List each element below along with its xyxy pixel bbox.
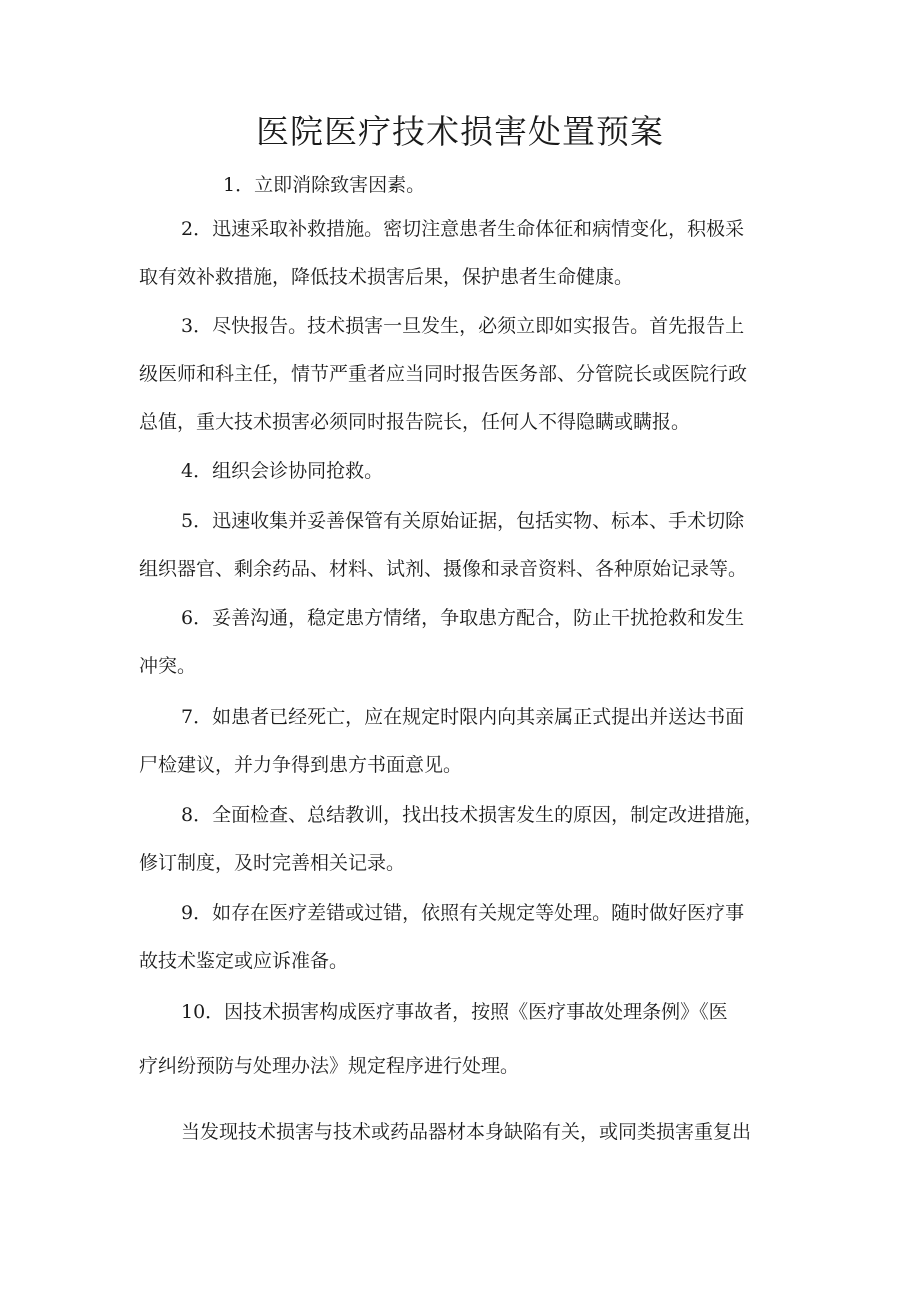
- item-5-line-1: 5．迅速收集并妥善保管有关原始证据，包括实物、标本、手术切除: [181, 510, 745, 532]
- item-3-line-1: 3．尽快报告。技术损害一旦发生，必须立即如实报告。首先报告上: [181, 315, 745, 337]
- document-title: 医院医疗技术损害处置预案: [256, 112, 664, 151]
- list-item-4: [139, 447, 789, 495]
- list-item-6: [139, 594, 789, 690]
- item-6-line-1: 6．妥善沟通，稳定患方情绪，争取患方配合，防止干扰抢救和发生: [181, 607, 745, 629]
- list-item-9: [139, 889, 789, 985]
- item-7-line-1: 7．如患者已经死亡，应在规定时限内向其亲属正式提出并送达书面: [181, 706, 745, 728]
- list-item-2: [139, 205, 789, 301]
- item-2-line-1: 2．迅速采取补救措施。密切注意患者生命体征和病情变化，积极采: [181, 218, 745, 240]
- item-4-line-1: 4．组织会诊协同抢救。: [181, 460, 384, 482]
- item-7-line-2: 尸检建议，并力争得到患方书面意见。: [139, 754, 463, 776]
- closing-paragraph: [139, 1108, 789, 1156]
- list-item-5: [139, 497, 789, 593]
- item-3-line-3: 总值，重大技术损害必须同时报告院长，任何人不得隐瞒或瞒报。: [139, 411, 691, 433]
- item-2-line-2: 取有效补救措施，降低技术损害后果，保护患者生命健康。: [139, 266, 634, 288]
- item-8-line-2: 修订制度，及时完善相关记录。: [139, 852, 406, 874]
- item-8-line-1: 8．全面检查、总结教训，找出技术损害发生的原因，制定改进措施，: [181, 804, 764, 826]
- item-10-line-2: 疗纠纷预防与处理办法》规定程序进行处理。: [139, 1055, 520, 1077]
- item-9-line-1: 9．如存在医疗差错或过错，依照有关规定等处理。随时做好医疗事: [181, 902, 745, 924]
- list-item-10: [139, 988, 789, 1090]
- item-1-line-1: 1．立即消除致害因素。: [223, 174, 426, 196]
- item-5-line-2: 组织器官、剩余药品、材料、试剂、摄像和录音资料、各种原始记录等。: [139, 558, 748, 580]
- list-item-7: [139, 693, 789, 789]
- list-item-3: [139, 302, 789, 446]
- item-6-line-2: 冲突。: [139, 655, 197, 677]
- item-9-line-2: 故技术鉴定或应诉准备。: [139, 950, 349, 972]
- closing-line-1: 当发现技术损害与技术或药品器材本身缺陷有关，或同类损害重复出: [181, 1121, 752, 1143]
- item-10-line-1: 10．因技术损害构成医疗事故者，按照《医疗事故处理条例》《医: [181, 1001, 728, 1023]
- item-3-line-2: 级医师和科主任，情节严重者应当同时报告医务部、分管院长或医院行政: [139, 363, 748, 385]
- list-item-1: [139, 161, 789, 209]
- list-item-8: [139, 791, 789, 887]
